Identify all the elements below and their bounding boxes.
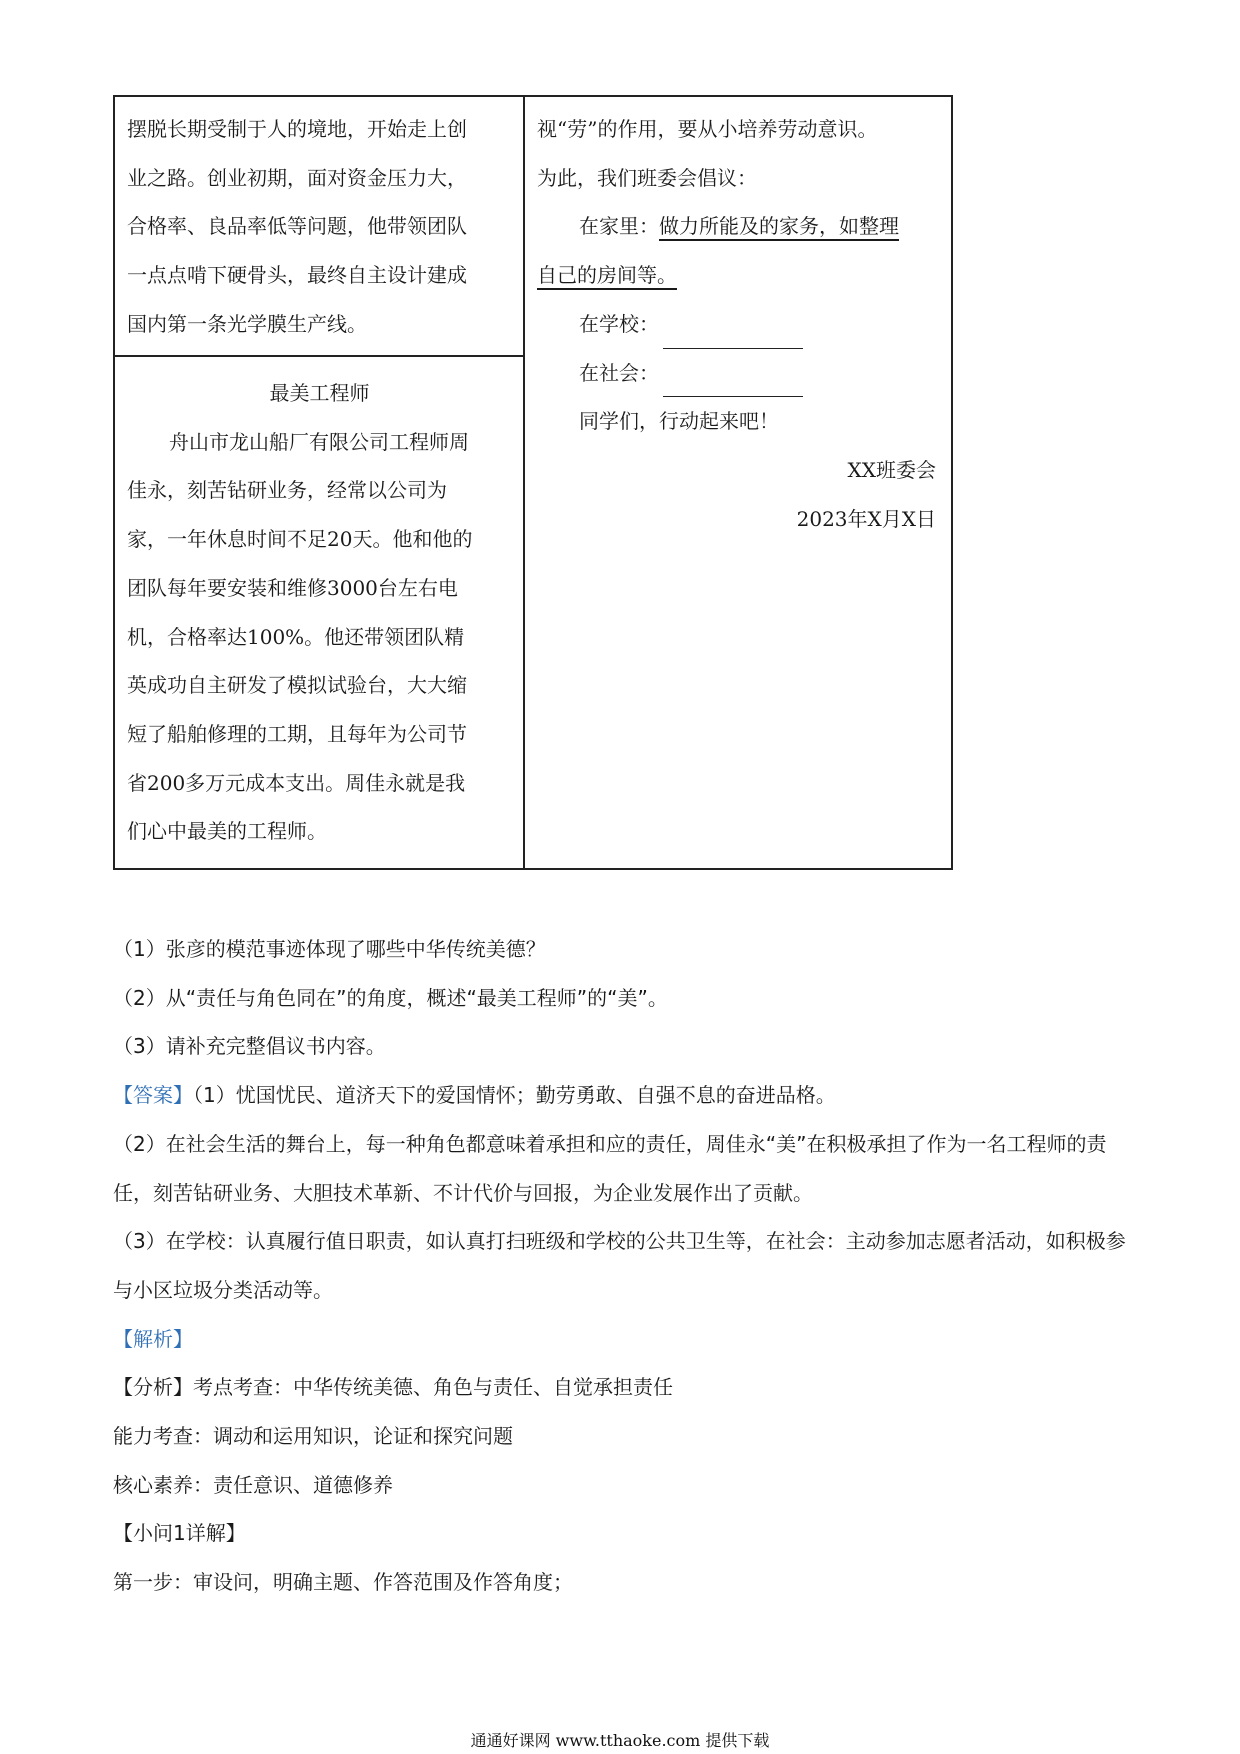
- text-line: 短了船舶修理的工期，且每年为公司节: [127, 721, 467, 746]
- school-label: 在学校：: [579, 311, 659, 336]
- society-label: 在社会：: [579, 360, 659, 385]
- step-1: 第一步：审设问，明确主题、作答范围及作答角度；: [113, 1570, 573, 1595]
- signature: XX班委会: [847, 457, 936, 482]
- table-cell-proposal: [537, 105, 942, 543]
- analysis-core: 核心素养：责任意识、道德修养: [113, 1472, 393, 1497]
- society-blank[interactable]: [663, 366, 803, 397]
- table-cell-engineer: [127, 369, 512, 856]
- text-line: 佳永，刻苦钻研业务，经常以公司为: [127, 478, 447, 503]
- answer-2: （2）在社会生活的舞台上，每一种角色都意味着承担和应的责任，周佳永“美”在积极承担了作为一名工程师的责任，刻苦钻研业务、大胆技术革新、不计代价与回报，为企业发展作出了贡献。: [113, 1131, 1107, 1205]
- answer-label: 【答案】: [113, 1083, 193, 1108]
- school-line: [537, 300, 942, 349]
- page-footer: 通通好课网 www.tthaoke.com 提供下载: [470, 1731, 770, 1750]
- table-column-divider: [523, 95, 525, 870]
- answer-1-text: （1）忧国忧民、道济天下的爱国情怀；勤劳勇敢、自强不息的奋进品格。: [193, 1083, 836, 1108]
- text-line: 英成功自主研发了模拟试验台，大大缩: [127, 673, 467, 698]
- text-line: 舟山市龙山船厂有限公司工程师周: [169, 429, 469, 454]
- home-line: [537, 202, 942, 251]
- answer-3: （3）在学校：认真履行值日职责，如认真打扫班级和学校的公共卫生等，在社会：主动参加志愿者活动，如积极参与小区垃圾分类活动等。: [113, 1229, 1126, 1302]
- table-row-divider: [113, 355, 524, 357]
- text-line: 们心中最美的工程师。: [127, 819, 327, 844]
- society-line: [537, 349, 942, 398]
- text-line: 一点点啃下硬骨头，最终自主设计建成: [127, 263, 467, 288]
- text-line: 视“劳”的作用，要从小培养劳动意识。: [537, 117, 878, 141]
- answer-1: [113, 1071, 1128, 1120]
- home-answer-cont: 自己的房间等。: [537, 263, 677, 288]
- question-2: （2）从“责任与角色同在”的角度，概述“最美工程师”的“美”。: [113, 985, 668, 1010]
- text-line: 合格率、良品率低等问题，他带领团队: [127, 214, 467, 239]
- analysis-label: 【解析】: [113, 1326, 193, 1351]
- date: 2023年X月X日: [796, 506, 936, 531]
- question-3: （3）请补充完整倡议书内容。: [113, 1034, 386, 1059]
- text-line: 摆脱长期受制于人的境地，开始走上创: [127, 117, 467, 141]
- engineer-title: 最美工程师: [269, 381, 370, 405]
- text-line: 国内第一条光学膜生产线。: [127, 311, 367, 336]
- sub-question-1-heading: 【小问1详解】: [113, 1521, 246, 1546]
- text-line: 机，合格率达100%。他还带领团队精: [127, 624, 465, 649]
- analysis-fenxi: 【分析】考点考查：中华传统美德、角色与责任、自觉承担责任: [113, 1375, 673, 1400]
- text-line: 省200多万元成本支出。周佳永就是我: [127, 770, 466, 795]
- home-label: 在家里：: [579, 214, 659, 239]
- call-line: 同学们，行动起来吧！: [579, 409, 779, 434]
- question-1: （1）张彦的模范事迹体现了哪些中华传统美德？: [113, 937, 546, 961]
- table-cell-story-1: [127, 105, 512, 349]
- text-line: 为此，我们班委会倡议：: [537, 165, 757, 190]
- analysis-ability: 能力考查：调动和运用知识，论证和探究问题: [113, 1424, 513, 1449]
- text-line: 团队每年要安装和维修3000台左右电: [127, 575, 458, 600]
- text-line: 业之路。创业初期，面对资金压力大，: [127, 165, 467, 190]
- question-and-answer: [113, 925, 1128, 1607]
- home-line-cont: [537, 251, 942, 300]
- school-blank[interactable]: [663, 318, 803, 349]
- home-answer: 做力所能及的家务，如整理: [659, 214, 899, 239]
- text-line: 家，一年休息时间不足20天。他和他的: [127, 527, 473, 552]
